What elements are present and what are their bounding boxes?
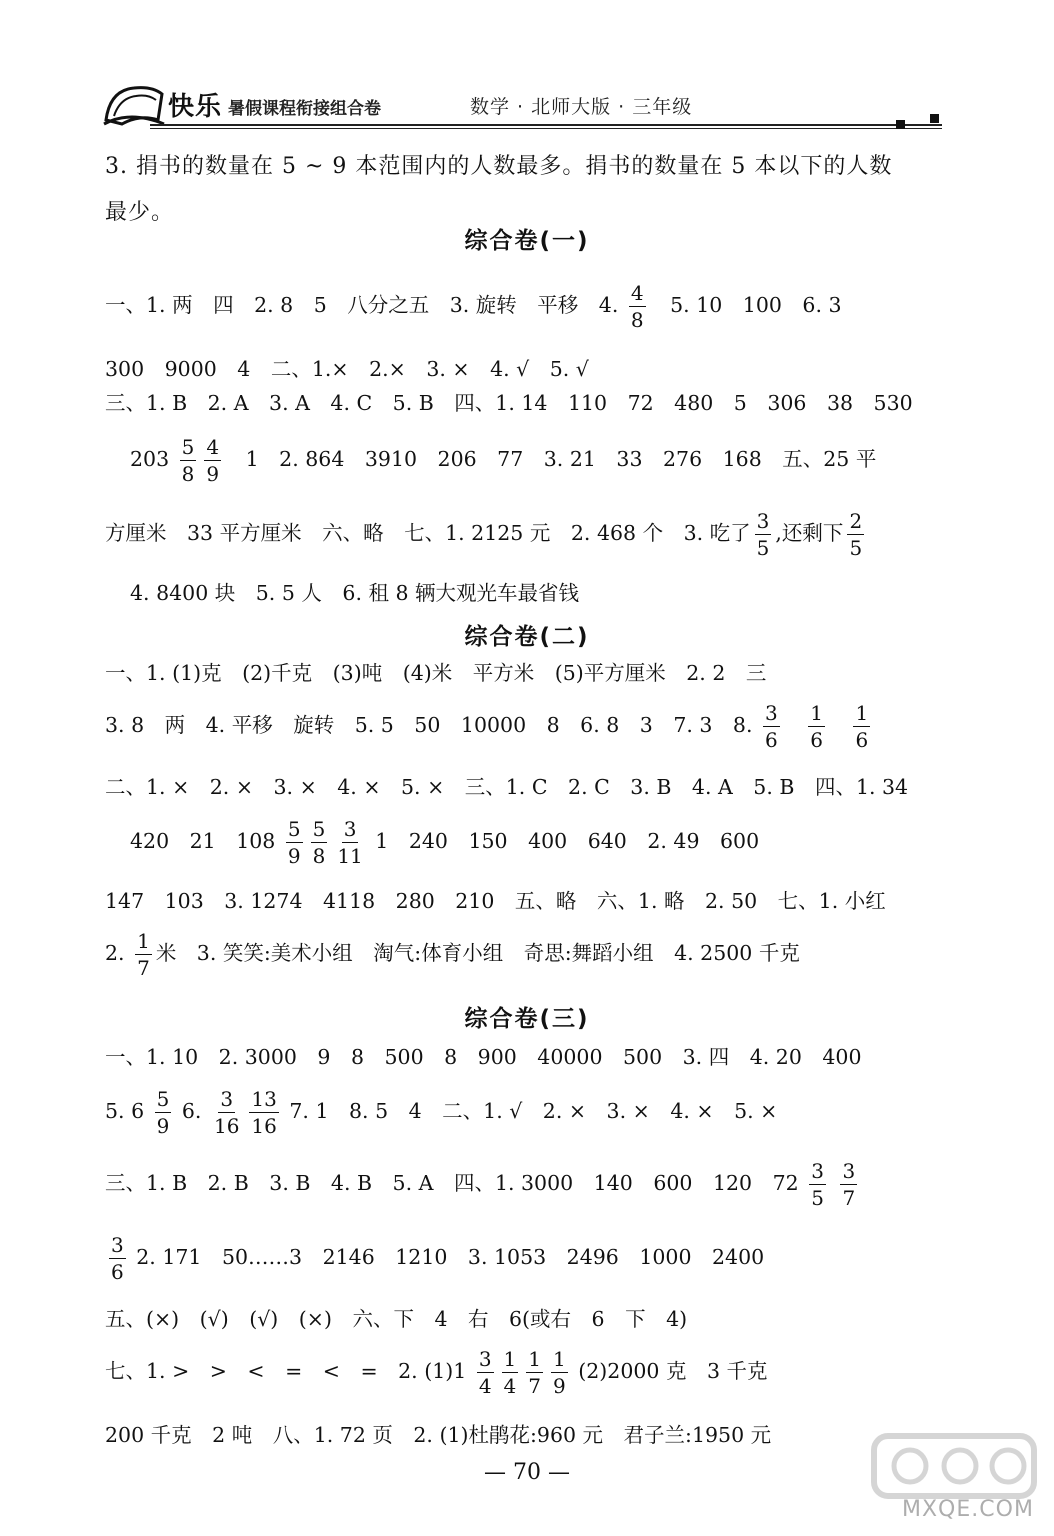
answer-text: 3. 8 两 4. 平移 旋转 5. 5 50 10000 8 6. 8 3 7. 3 8. — [105, 713, 760, 737]
fraction — [502, 1346, 519, 1399]
fraction — [311, 816, 328, 869]
answer-text: 三、1. B 2. B 3. B 4. B 5. A 四、1. 3000 140 600 120 72 — [105, 1171, 806, 1195]
section-title: 综合卷(二) — [464, 624, 590, 650]
fraction-numerator: 3 — [111, 1233, 124, 1257]
answer-line — [105, 280, 842, 333]
fraction-numerator: 13 — [251, 1087, 277, 1111]
fraction-numerator: 3 — [765, 701, 778, 725]
fraction — [526, 1346, 543, 1399]
fraction-denominator: 11 — [337, 844, 363, 868]
fraction — [249, 1086, 278, 1139]
answer-text: (2)2000 克 3 千克 — [571, 1359, 768, 1383]
answer-text — [829, 713, 850, 737]
fraction-numerator: 3 — [756, 509, 770, 533]
answer-line — [105, 1158, 861, 1211]
answer-line — [105, 1302, 687, 1336]
fraction-numerator: 3 — [811, 1159, 824, 1183]
answer-line — [105, 1346, 768, 1399]
answer-line — [105, 656, 766, 690]
answer-line — [105, 1086, 777, 1139]
answer-text: 三、1. B 2. A 3. A 4. C 5. B 四、1. 14 110 72 480 5 306 38 530 — [105, 391, 913, 415]
fraction-numerator: 1 — [137, 929, 150, 953]
answer-text: 五、(×) (√) (√) (×) 六、下 4 右 6(或右 6 下 4) — [105, 1307, 688, 1331]
answer-line — [105, 770, 908, 804]
fraction-numerator: 4 — [206, 435, 220, 459]
answer-text: 5. 6 — [105, 1099, 151, 1123]
square-bullet-icon — [896, 120, 905, 129]
fraction-denominator: 9 — [553, 1374, 566, 1398]
fraction — [180, 434, 197, 487]
fraction — [853, 700, 870, 753]
fraction-denominator: 7 — [842, 1186, 856, 1210]
fraction-denominator: 9 — [206, 462, 220, 486]
fraction-numerator: 5 — [156, 1087, 170, 1111]
page-header — [100, 80, 950, 140]
fraction-denominator: 6 — [111, 1260, 124, 1284]
fraction-denominator: 9 — [156, 1114, 170, 1138]
fraction-numerator: 1 — [528, 1347, 542, 1371]
series-title: 暑假课程衔接组合卷 — [228, 99, 381, 119]
fraction — [204, 434, 221, 487]
answer-text: 2. — [105, 941, 132, 965]
answer-text: 二、1. × 2. × 3. × 4. × 5. × 三、1. C 2. C 3. B 4. A 5. B 四、1. 34 — [105, 775, 909, 799]
answer-line — [105, 386, 913, 420]
fraction — [212, 1086, 241, 1139]
answer-line — [105, 700, 874, 753]
answer-line — [105, 928, 800, 981]
fraction-numerator: 3 — [842, 1159, 856, 1183]
answer-line — [130, 816, 759, 869]
fraction-denominator: 8 — [312, 844, 326, 868]
fraction-numerator: 3 — [220, 1087, 234, 1111]
subject-label: 数学 · 北师大版 · 三年级 — [470, 96, 693, 118]
fraction-numerator: 4 — [630, 281, 644, 305]
answer-text: 7. 1 8. 5 4 二、1. √ 2. × 3. × 4. × 5. × — [282, 1099, 778, 1123]
answer-line — [105, 352, 589, 386]
header-rule-thin — [150, 128, 942, 129]
fraction — [763, 700, 780, 753]
answer-text: 203 — [130, 447, 176, 471]
fraction-denominator: 6 — [810, 728, 823, 752]
fraction — [755, 508, 772, 561]
watermark-text: MXQE.COM — [902, 1497, 1034, 1522]
answer-text: ,还剩下 — [775, 521, 844, 545]
fraction-denominator: 5 — [849, 536, 863, 560]
fraction-numerator: 1 — [810, 701, 823, 725]
answer-text: 七、1. > > < = < = 2. (1)1 — [105, 1359, 473, 1383]
answer-text: 米 3. 笑笑:美术小组 淘气:体育小组 奇思:舞蹈小组 4. 2500 千克 — [155, 941, 800, 965]
fraction — [629, 280, 646, 333]
square-bullet-icon — [930, 114, 939, 123]
fraction-denominator: 4 — [503, 1374, 517, 1398]
fraction — [809, 1158, 826, 1211]
fraction-denominator: 5 — [756, 536, 770, 560]
answer-text: 一、1. 两 四 2. 8 5 八分之五 3. 旋转 平移 4. — [105, 293, 625, 317]
answer-line — [105, 508, 868, 561]
answer-text: 4. 8400 块 5. 5 人 6. 租 8 辆大观光车最省钱 — [130, 581, 580, 605]
answer-line — [130, 576, 579, 610]
answer-line — [130, 434, 876, 487]
intro-line: 3. 捐书的数量在 5 ~ 9 本范围内的人数最多。捐书的数量在 5 本以下的人数 — [105, 154, 893, 179]
fraction-denominator: 7 — [137, 956, 150, 980]
answer-text: 5. 10 100 6. 3 — [649, 293, 842, 317]
fraction — [808, 700, 825, 753]
fraction-denominator: 4 — [478, 1374, 492, 1398]
fraction-numerator: 1 — [855, 701, 869, 725]
fraction — [109, 1232, 126, 1285]
answer-line — [105, 1418, 771, 1452]
fraction — [551, 1346, 568, 1399]
book-logo-icon — [100, 80, 170, 130]
answer-text: 一、1. 10 2. 3000 9 8 500 8 900 40000 500 3. 四 4. 20 400 — [105, 1045, 862, 1069]
fraction-numerator: 3 — [343, 817, 357, 841]
fraction-denominator: 6 — [855, 728, 869, 752]
brand-title: 快乐 — [168, 92, 223, 122]
answer-text — [784, 713, 805, 737]
answer-line — [105, 1040, 862, 1074]
fraction-denominator: 16 — [251, 1114, 277, 1138]
fraction-numerator: 1 — [503, 1347, 517, 1371]
fraction-denominator: 8 — [181, 462, 195, 486]
fraction-denominator: 6 — [765, 728, 778, 752]
section-title: 综合卷(一) — [464, 228, 590, 254]
fraction — [286, 816, 303, 869]
fraction — [135, 928, 152, 981]
fraction-denominator: 9 — [287, 844, 301, 868]
fraction-numerator: 5 — [312, 817, 326, 841]
answer-text: 方厘米 33 平方厘米 六、略 七、1. 2125 元 2. 468 个 3. 吃了 — [105, 521, 751, 545]
answer-text: 一、1. (1)克 (2)千克 (3)吨 (4)米 平方米 (5)平方厘米 2. 2 三 — [105, 661, 767, 685]
answer-text: 2. 171 50……3 2146 1210 3. 1053 2496 1000 2400 — [129, 1245, 765, 1269]
answer-text: 147 103 3. 1274 4118 280 210 五、略 六、1. 略 2. 50 七、1. 小红 — [105, 889, 886, 913]
fraction — [847, 508, 864, 561]
fraction-denominator: 16 — [213, 1114, 240, 1138]
section-title: 综合卷(三) — [464, 1006, 590, 1032]
answer-text — [830, 1171, 837, 1195]
fraction-denominator: 8 — [630, 308, 644, 332]
fraction-denominator: 7 — [528, 1374, 542, 1398]
fraction — [335, 816, 364, 869]
page-number: — 70 — — [484, 1460, 570, 1485]
answer-text: 1 240 150 400 640 2. 49 600 — [368, 829, 760, 853]
fraction — [155, 1086, 172, 1139]
answer-text: 420 21 108 — [130, 829, 282, 853]
answer-line — [105, 1232, 764, 1285]
answer-text: 1 2. 864 3910 206 77 3. 21 33 276 168 五、25 平 — [225, 447, 877, 471]
header-rule — [150, 124, 942, 126]
fraction-numerator: 2 — [849, 509, 863, 533]
answer-text: 200 千克 2 吨 八、1. 72 页 2. (1)杜鹃花:960 元 君子兰:1950 元 — [105, 1423, 772, 1447]
intro-line: 最少。 — [105, 200, 175, 225]
fraction-numerator: 1 — [553, 1347, 566, 1371]
fraction-denominator: 5 — [811, 1186, 824, 1210]
fraction — [840, 1158, 857, 1211]
answer-line — [105, 884, 886, 918]
fraction-numerator: 3 — [478, 1347, 492, 1371]
fraction-numerator: 5 — [181, 435, 195, 459]
answer-text: 300 9000 4 二、1.× 2.× 3. × 4. √ 5. √ — [105, 357, 589, 381]
answer-text: 6. — [175, 1099, 208, 1123]
fraction-numerator: 5 — [287, 817, 301, 841]
fraction — [477, 1346, 494, 1399]
